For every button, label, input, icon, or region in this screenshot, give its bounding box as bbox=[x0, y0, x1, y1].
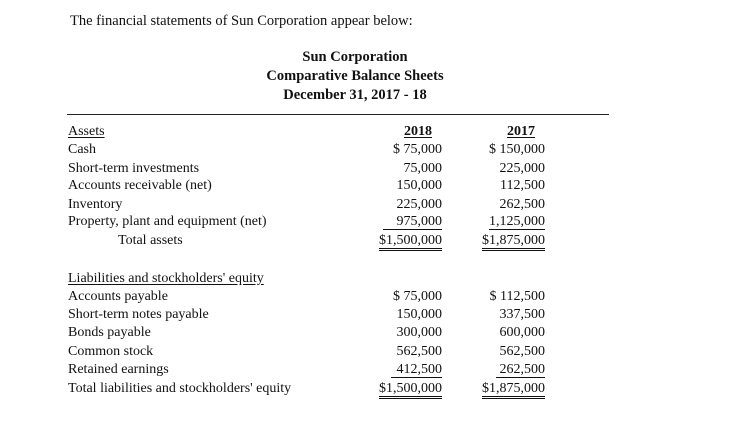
inventory-2018: 225,000 bbox=[396, 197, 442, 212]
row-label-short-term-investments: Short-term investments bbox=[68, 161, 200, 176]
header-divider bbox=[67, 114, 609, 115]
accounts-receivable-2018: 150,000 bbox=[396, 178, 442, 193]
row-label-ppe: Property, plant and equipment (net) bbox=[68, 214, 267, 229]
total-liabilities-2018: $1,500,000 bbox=[379, 381, 442, 399]
total-liabilities-2018-cell bbox=[360, 381, 442, 397]
company-name: Sun Corporation bbox=[302, 49, 408, 65]
column-2018: 2018 bbox=[404, 124, 432, 139]
accounts-receivable-2017: 112,500 bbox=[500, 178, 545, 193]
statement-date: December 31, 2017 - 18 bbox=[283, 87, 427, 103]
row-label-short-term-notes: Short-term notes payable bbox=[68, 307, 209, 322]
cash-2017: $ 150,000 bbox=[489, 142, 545, 157]
liabilities-heading: Liabilities and stockholders' equity bbox=[68, 271, 264, 286]
row-label-bonds-payable: Bonds payable bbox=[68, 325, 151, 340]
short-term-notes-2018: 150,000 bbox=[396, 307, 442, 322]
short-term-investments-2017: 225,000 bbox=[499, 161, 545, 176]
ppe-2017: 1,125,000 bbox=[489, 214, 545, 229]
row-label-inventory: Inventory bbox=[68, 197, 123, 212]
intro-text: The financial statements of Sun Corporation appear below: bbox=[70, 13, 413, 29]
short-term-investments-2018: 75,000 bbox=[403, 161, 442, 176]
assets-heading: Assets bbox=[68, 124, 105, 139]
row-label-common-stock: Common stock bbox=[68, 344, 154, 359]
column-2017: 2017 bbox=[507, 124, 535, 139]
cash-2018: $ 75,000 bbox=[393, 142, 442, 157]
accounts-payable-2018: $ 75,000 bbox=[393, 289, 442, 304]
total-assets-2017-cell bbox=[460, 233, 545, 249]
retained-earnings-2017-cell bbox=[460, 362, 545, 378]
total-assets-2018-cell bbox=[360, 233, 442, 249]
row-label-retained-earnings: Retained earnings bbox=[68, 362, 169, 377]
total-assets-2017: $1,875,000 bbox=[482, 233, 545, 251]
statement-title: Comparative Balance Sheets bbox=[266, 68, 444, 84]
retained-earnings-2018: 412,500 bbox=[391, 362, 443, 378]
retained-earnings-2017: 262,500 bbox=[496, 362, 546, 378]
row-label-total-liabilities-equity: Total liabilities and stockholders' equity bbox=[68, 381, 292, 396]
bonds-payable-2018: 300,000 bbox=[396, 325, 442, 340]
total-assets-2018: $1,500,000 bbox=[379, 233, 442, 251]
common-stock-2017: 562,500 bbox=[499, 344, 545, 359]
row-label-accounts-payable: Accounts payable bbox=[68, 289, 168, 304]
row-label-accounts-receivable: Accounts receivable (net) bbox=[68, 178, 212, 193]
row-label-cash: Cash bbox=[68, 142, 96, 157]
ppe-2017-cell bbox=[460, 214, 545, 230]
total-liabilities-2017-cell bbox=[460, 381, 545, 397]
retained-earnings-2018-cell bbox=[360, 362, 442, 378]
row-label-total-assets: Total assets bbox=[118, 233, 183, 248]
common-stock-2018: 562,500 bbox=[396, 344, 442, 359]
total-liabilities-2017: $1,875,000 bbox=[482, 381, 545, 399]
accounts-payable-2017: $ 112,500 bbox=[489, 289, 545, 304]
short-term-notes-2017: 337,500 bbox=[499, 307, 545, 322]
bonds-payable-2017: 600,000 bbox=[499, 325, 545, 340]
ppe-2018: 975,000 bbox=[383, 214, 443, 230]
ppe-2018-cell bbox=[360, 214, 442, 230]
inventory-2017: 262,500 bbox=[499, 197, 545, 212]
